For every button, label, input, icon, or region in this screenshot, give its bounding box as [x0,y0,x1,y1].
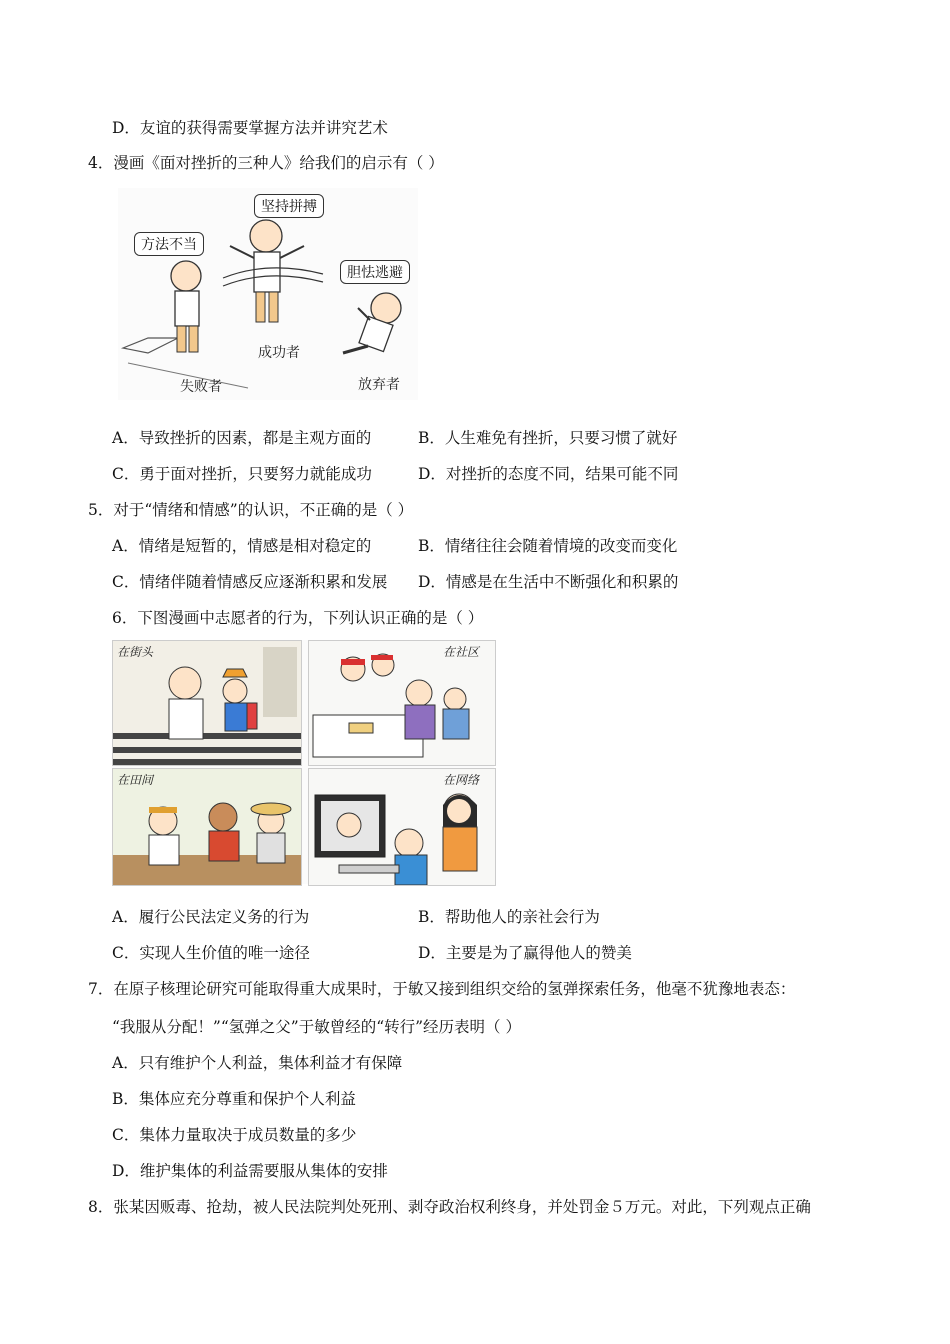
q4-bubble-method-wrong: 方法不当 [134,232,204,256]
q7-option-b: B．集体应充分尊重和保护个人利益 [112,1090,356,1108]
q6-stem: 6．下图漫画中志愿者的行为，下列认识正确的是（ ） [112,609,484,627]
q7-option-c: C．集体力量取决于成员数量的多少 [112,1126,357,1144]
q4-stem: 4．漫画《面对挫折的三种人》给我们的启示有（ ） [88,154,444,172]
q4-caption-failure: 失败者 [180,379,222,395]
q6-panel-network [308,768,496,886]
q6-option-a: A．履行公民法定义务的行为 [112,908,310,926]
q6-panel-field [112,768,302,886]
q4-option-b: B．人生难免有挫折，只要习惯了就好 [418,429,678,447]
q4-bubble-timid-escape: 胆怯逃避 [340,260,410,284]
q8-stem-line1: 8．张某因贩毒、抢劫，被人民法院判处死刑、剥夺政治权利终身，并处罚金５万元。对此，下列观点正确 [88,1198,811,1216]
q4-caption-success: 成功者 [258,345,300,361]
q4-option-d: D．对挫折的态度不同，结果可能不同 [418,465,679,483]
q7-stem-line1: 7．在原子核理论研究可能取得重大成果时，于敏又接到组织交给的氢弹探索任务，他毫不犹豫地表态： [88,980,796,998]
q7-option-a: A．只有维护个人利益，集体利益才有保障 [112,1054,403,1072]
q4-cartoon [118,188,418,400]
q6-panel-community [308,640,496,766]
q5-option-a: A．情绪是短暂的，情感是相对稳定的 [112,537,372,555]
q5-stem: 5．对于“情绪和情感”的认识，不正确的是（ ） [88,501,414,519]
q6-tag-field: 在田间 [117,773,154,787]
q6-panel-street [112,640,302,766]
q6-cartoon [112,640,494,884]
q4-bubble-persist: 坚持拼搏 [254,194,324,218]
q6-tag-network: 在网络 [443,773,480,787]
q6-option-c: C．实现人生价值的唯一途径 [112,944,310,962]
q5-option-c: C．情绪伴随着情感反应逐渐积累和发展 [112,573,388,591]
q7-option-d: D．维护集体的利益需要服从集体的安排 [112,1162,388,1180]
q6-option-b: B．帮助他人的亲社会行为 [418,908,600,926]
q4-option-c: C．勇于面对挫折，只要努力就能成功 [112,465,372,483]
q7-stem-line2: “我服从分配！”“氢弹之父”于敏曾经的“转行”经历表明（ ） [112,1018,521,1036]
q6-tag-street: 在街头 [117,645,154,659]
q4-cartoon-drawing [118,188,418,400]
q5-option-d: D．情感是在生活中不断强化和积累的 [418,573,679,591]
q4-caption-quitter: 放弃者 [358,377,400,393]
q5-option-b: B．情绪往往会随着情境的改变而变化 [418,537,678,555]
q4-option-a: A．导致挫折的因素，都是主观方面的 [112,429,372,447]
q3-option-d: D．友谊的获得需要掌握方法并讲究艺术 [112,119,388,137]
q6-option-d: D．主要是为了赢得他人的赞美 [418,944,632,962]
q6-tag-community: 在社区 [443,645,480,659]
